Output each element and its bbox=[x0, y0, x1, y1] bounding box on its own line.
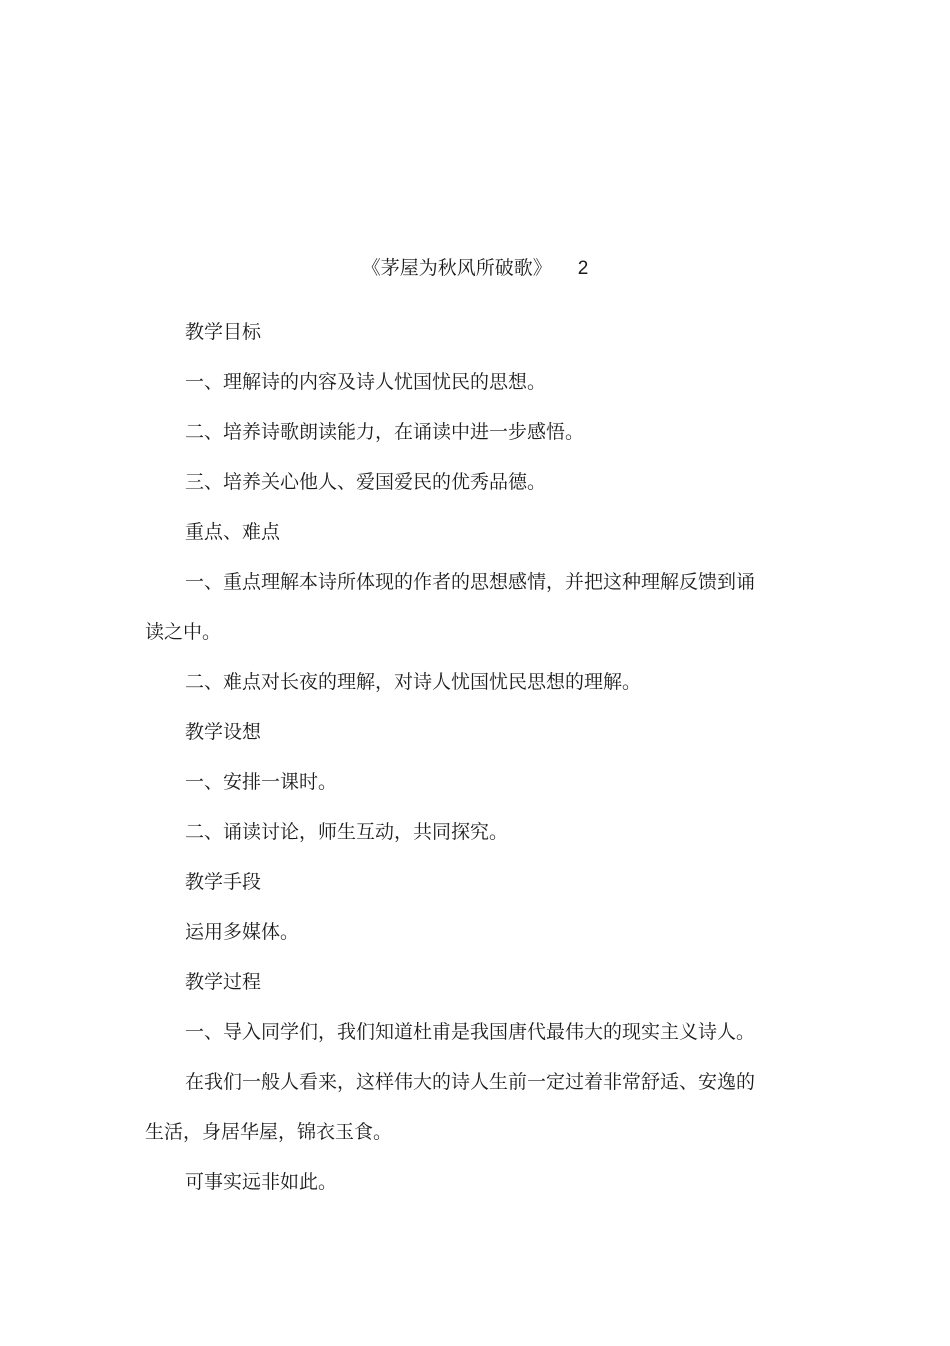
paragraph: 一、安排一课时。 bbox=[185, 771, 338, 793]
paragraph: 二、难点对长夜的理解，对诗人忧国忧民思想的理解。 bbox=[185, 671, 642, 693]
paragraph: 一、理解诗的内容及诗人忧国忧民的思想。 bbox=[185, 371, 547, 393]
paragraph: 二、培养诗歌朗读能力，在诵读中进一步感悟。 bbox=[185, 421, 585, 443]
paragraph: 可事实远非如此。 bbox=[185, 1171, 338, 1193]
document-title bbox=[0, 256, 950, 281]
paragraph: 运用多媒体。 bbox=[185, 921, 300, 943]
paragraph: 一、导入同学们，我们知道杜甫是我国唐代最伟大的现实主义诗人。 bbox=[185, 1021, 756, 1043]
title-number: 2 bbox=[577, 258, 589, 279]
heading-teaching-means: 教学手段 bbox=[185, 871, 262, 893]
paragraph: 在我们一般人看来，这样伟大的诗人生前一定过着非常舒适、安逸的 bbox=[185, 1071, 756, 1093]
title-text: 《茅屋为秋风所破歌》 bbox=[361, 257, 552, 279]
paragraph: 三、培养关心他人、爱国爱民的优秀品德。 bbox=[185, 471, 547, 493]
heading-teaching-plan: 教学设想 bbox=[185, 721, 262, 743]
paragraph-continuation: 读之中。 bbox=[145, 621, 222, 643]
paragraph-continuation: 生活，身居华屋，锦衣玉食。 bbox=[145, 1121, 393, 1143]
heading-teaching-process: 教学过程 bbox=[185, 971, 262, 993]
heading-teaching-goals: 教学目标 bbox=[185, 321, 262, 343]
heading-key-points: 重点、难点 bbox=[185, 521, 281, 543]
paragraph: 一、重点理解本诗所体现的作者的思想感情，并把这种理解反馈到诵 bbox=[185, 571, 756, 593]
paragraph: 二、诵读讨论，师生互动，共同探究。 bbox=[185, 821, 509, 843]
